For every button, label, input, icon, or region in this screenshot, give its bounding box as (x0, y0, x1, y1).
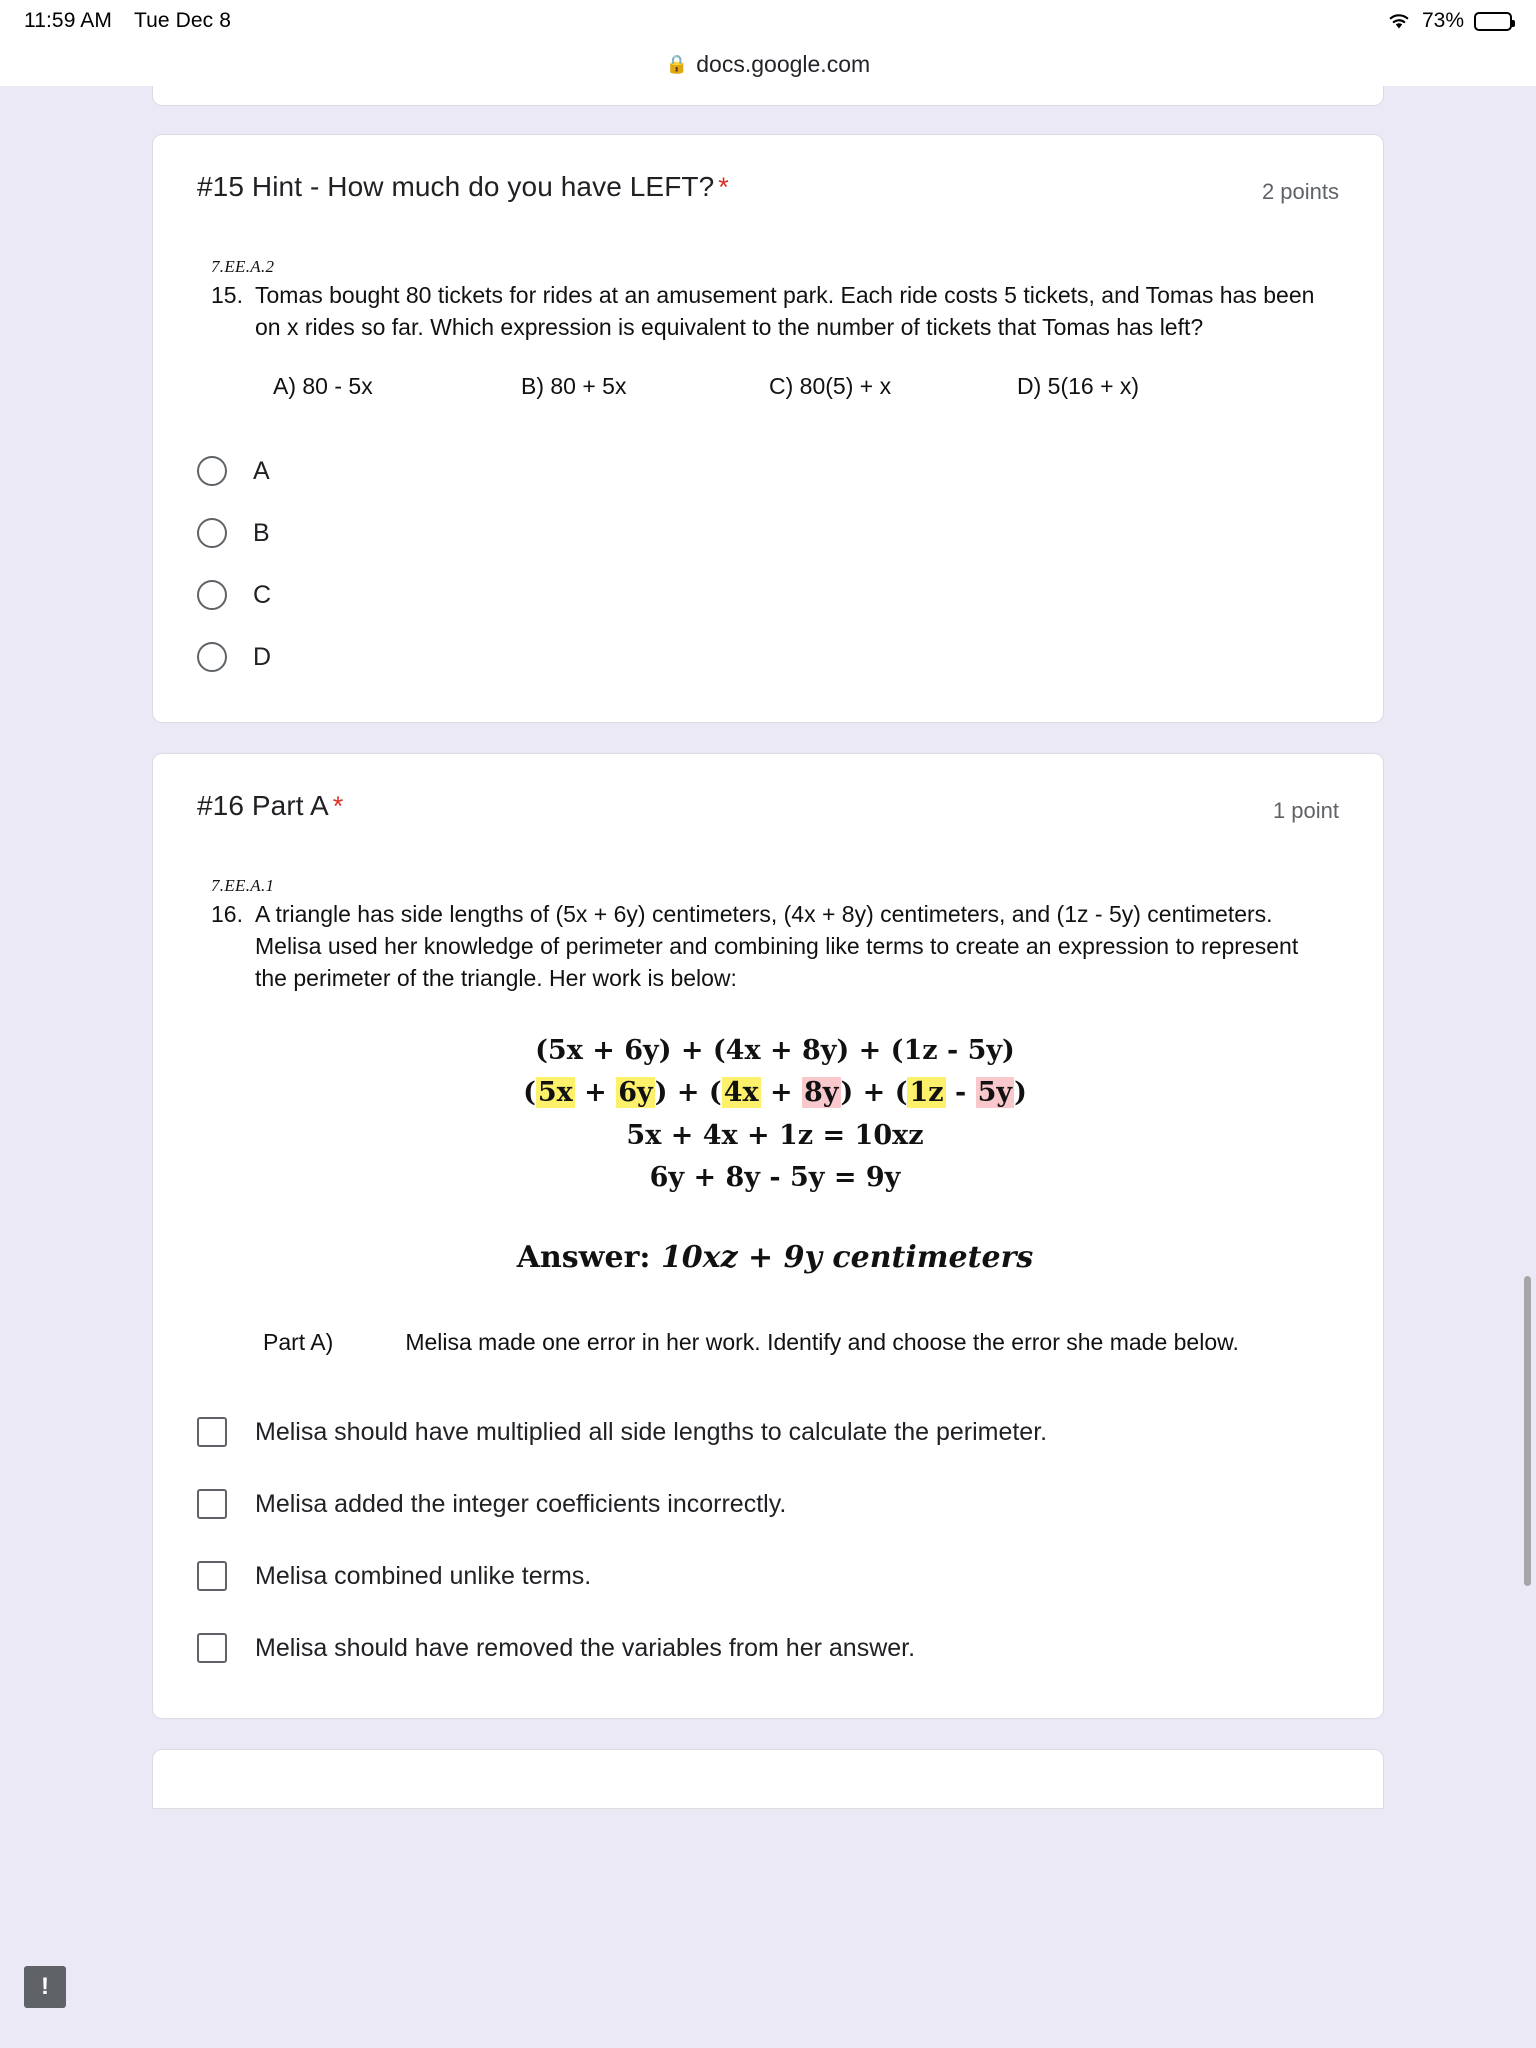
question-title-text: #16 Part A (197, 790, 329, 822)
checkbox-icon[interactable] (197, 1417, 227, 1447)
question-image-16 (197, 876, 1339, 1356)
inline-answer-choices (211, 373, 1339, 400)
work-line-3: 5x + 4x + 1z = 10xz (626, 1119, 924, 1151)
student-work-block (211, 1033, 1339, 1197)
work-highlight-yellow: 5x (537, 1077, 573, 1109)
checkbox-option-label: Melisa should have removed the variables from her answer. (255, 1633, 916, 1662)
work-part: ) (1014, 1077, 1027, 1109)
lock-icon: 🔒 (665, 53, 689, 74)
work-part: - (945, 1077, 976, 1109)
standard-code: 7.EE.A.2 (211, 257, 275, 276)
work-highlight-yellow: 1z (909, 1077, 944, 1109)
radio-option-label: B (253, 518, 270, 547)
answer-value: 10xz + 9y centimeters (660, 1240, 1034, 1276)
checkbox-option-4[interactable] (197, 1612, 1339, 1684)
status-left-group (24, 9, 231, 33)
work-highlight-pink: 8y (804, 1077, 839, 1109)
question-header (197, 171, 1339, 205)
checkbox-icon[interactable] (197, 1633, 227, 1663)
question-number: 16. (211, 901, 243, 928)
radio-option-label: C (253, 580, 272, 609)
radio-option-d[interactable] (197, 626, 1339, 688)
checkbox-option-label: Melisa added the integer coefficients incorrectly. (255, 1489, 787, 1518)
checkbox-icon[interactable] (197, 1561, 227, 1591)
browser-url-bar[interactable] (0, 42, 1536, 87)
radio-icon[interactable] (197, 456, 227, 486)
standard-code: 7.EE.A.1 (211, 876, 275, 896)
next-question-card-sliver (152, 1749, 1384, 1809)
part-a-prompt: Melisa made one error in her work. Identify and choose the error she made below. (405, 1329, 1239, 1356)
question-prompt-text: Tomas bought 80 tickets for rides at an amusement park. Each ride costs 5 tickets, and Tomas has been on x rides so far. Which expression is equivalent to the number of tickets that Tomas has left? (255, 282, 1315, 340)
question-image-15 (197, 257, 1339, 400)
question-card-15 (152, 134, 1384, 723)
question-prompt (211, 899, 1339, 994)
feedback-button[interactable]: ! (24, 1966, 66, 2008)
checkbox-icon[interactable] (197, 1489, 227, 1519)
inline-choice-b: B) 80 + 5x (521, 373, 627, 400)
work-line-highlighted (211, 1075, 1339, 1111)
required-star: * (332, 791, 344, 822)
question-prompt (211, 280, 1339, 343)
radio-option-list (197, 440, 1339, 688)
radio-option-b[interactable] (197, 502, 1339, 564)
work-part: + (760, 1077, 803, 1109)
question-points: 2 points (1261, 179, 1339, 204)
radio-option-label: D (253, 642, 272, 671)
work-line-4: 6y + 8y - 5y = 9y (649, 1161, 901, 1193)
answer-label: Answer: (516, 1240, 651, 1276)
question-title (197, 790, 343, 822)
checkbox-option-1[interactable] (197, 1396, 1339, 1468)
work-highlight-yellow: 6y (618, 1077, 653, 1109)
checkbox-option-label: Melisa combined unlike terms. (255, 1561, 592, 1590)
battery-percent: 73% (1421, 9, 1464, 32)
question-card-16 (152, 753, 1384, 1719)
radio-icon[interactable] (197, 580, 227, 610)
inline-choice-c: C) 80(5) + x (769, 373, 892, 400)
checkbox-option-list (197, 1396, 1339, 1684)
work-line-1: (5x + 6y) + (4x + 8y) + (1z - 5y) (535, 1034, 1015, 1066)
status-date: Tue Dec 8 (133, 9, 231, 32)
question-number: 15. (211, 282, 243, 308)
ios-status-bar (0, 0, 1536, 42)
battery-icon (1474, 12, 1512, 31)
checkbox-option-2[interactable] (197, 1468, 1339, 1540)
radio-option-label: A (253, 456, 270, 485)
question-header (197, 790, 1339, 824)
inline-choice-d: D) 5(16 + x) (1017, 373, 1140, 400)
previous-question-card-sliver (152, 86, 1384, 106)
part-a-row (211, 1329, 1339, 1356)
radio-option-a[interactable] (197, 440, 1339, 502)
work-highlight-yellow: 4x (723, 1077, 759, 1109)
checkbox-option-3[interactable] (197, 1540, 1339, 1612)
work-answer-line (211, 1240, 1339, 1275)
inline-choice-a: A) 80 - 5x (273, 373, 373, 400)
form-scroll-area[interactable] (0, 86, 1536, 2048)
question-points: 1 point (1272, 798, 1339, 824)
radio-icon[interactable] (197, 518, 227, 548)
radio-option-c[interactable] (197, 564, 1339, 626)
work-part: ) + ( (840, 1077, 908, 1109)
work-part: ( (523, 1077, 536, 1109)
vertical-scrollbar[interactable] (1524, 1276, 1531, 1586)
work-highlight-pink: 5y (977, 1077, 1013, 1109)
url-text: docs.google.com (696, 50, 871, 77)
status-right-group (1386, 9, 1512, 33)
work-part: ) + ( (654, 1077, 722, 1109)
work-part: + (574, 1077, 617, 1109)
radio-icon[interactable] (197, 642, 227, 672)
question-prompt-text: A triangle has side lengths of (5x + 6y) centimeters, (4x + 8y) centimeters, and (1z - 5y) centimeters. Melisa used her knowledge of perimeter and combining like terms to create an expression to represent the perimeter of the triangle. Her work is below: (255, 901, 1299, 991)
status-time: 11:59 AM (24, 9, 112, 32)
checkbox-option-label: Melisa should have multiplied all side lengths to calculate the perimeter. (255, 1417, 1048, 1446)
question-title (197, 171, 729, 203)
required-star: * (718, 172, 729, 202)
part-a-label: Part A) (263, 1329, 334, 1356)
question-title-text: #15 Hint - How much do you have LEFT? (197, 171, 715, 202)
wifi-icon (1386, 11, 1412, 31)
